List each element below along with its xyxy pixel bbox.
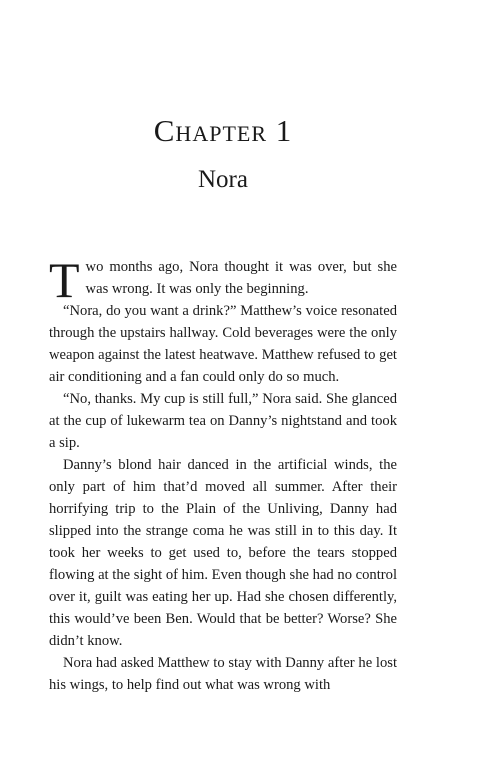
paragraph-text: wo months ago, Nora thought it was over, but she was wrong. It was only the beginning.: [85, 259, 397, 297]
paragraph: Danny’s blond hair danced in the artificial winds, the only part of him that’d moved all summer. After their horrifying trip to the Plain of the Unliving, Danny had slipped into the strange coma he was still in to this day. It took her weeks to get used to, before the tears stopped flowing at the sight of him. Even though she had no control over it, guilt was eating her up. Had she chosen differently, this would’ve been Ben. Would that be better? Worse? She didn’t know.: [49, 457, 397, 649]
drop-cap: T: [49, 252, 80, 308]
paragraph: Nora had asked Matthew to stay with Danny after he lost his wings, to help find out what was wrong with: [49, 655, 397, 693]
paragraph: [49, 252, 397, 308]
paragraph: “No, thanks. My cup is still full,” Nora said. She glanced at the cup of lukewarm tea on Danny’s nightstand and took a sip.: [49, 391, 397, 451]
chapter-heading: Chapter 1: [153, 113, 293, 148]
chapter-title: Nora: [198, 166, 248, 193]
paragraph: “Nora, do you want a drink?” Matthew’s voice resonated through the upstairs hallway. Cold beverages were the only weapon against the latest heatwave. Matthew refused to get air conditioning and a fan could only do so much.: [49, 303, 397, 385]
body-text: [49, 252, 397, 696]
